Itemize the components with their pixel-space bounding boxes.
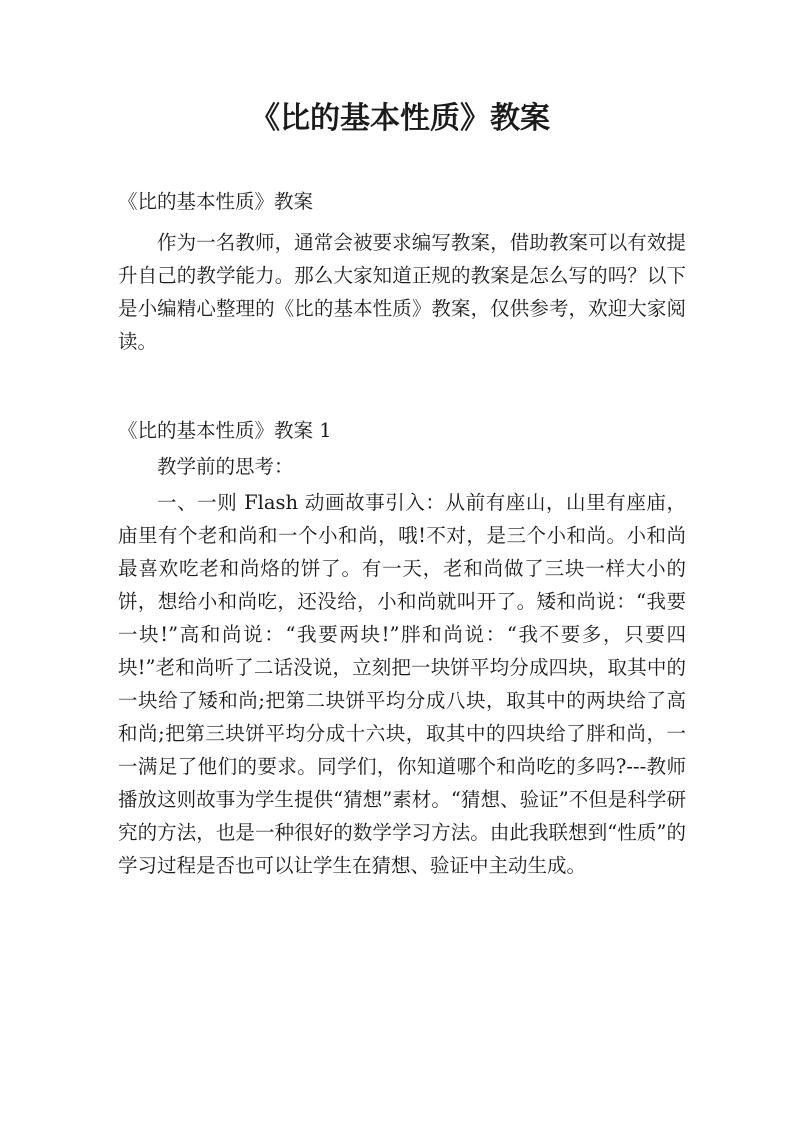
document-title: 《比的基本性质》教案 xyxy=(250,101,550,136)
document-subheading: 《比的基本性质》教案 xyxy=(118,190,314,213)
section-subheading: 教学前的思考： xyxy=(157,455,294,478)
story-paragraph: 一、一则 Flash 动画故事引入：从前有座山，山里有座庙，庙里有个老和尚和一个小和尚，哦!不对，是三个小和尚。小和尚最喜欢吃老和尚烙的饼了。有一天，老和尚做了三块一样大小的饼，想给小和尚吃，还没给，小和尚就叫开了。矮和尚说：“我要一块!”高和尚说：“我要两块!”胖和尚说：“我不要多，只要四块!”老和尚听了二话没说，立刻把一块饼平均分成四块，取其中的一块给了矮和尚;把第二块饼平均分成八块，取其中的两块给了高和尚;把第三块饼平均分成十六块，取其中的四块给了胖和尚，一一满足了他们的要求。同学们，你知道哪个和尚吃的多吗?---教师播放这则故事为学生提供“猜想”素材。“猜想、验证”不但是科学研究的方法，也是一种很好的数学学习方法。由此我联想到“性质”的学习过程是否也可以让学生在猜想、验证中主动生成。 xyxy=(118,491,686,877)
intro-paragraph: 作为一名教师，通常会被要求编写教案，借助教案可以有效提升自己的教学能力。那么大家知道正规的教案是怎么写的吗？以下是小编精心整理的《比的基本性质》教案，仅供参考，欢迎大家阅读。 xyxy=(118,231,686,353)
section-heading: 《比的基本性质》教案 1 xyxy=(118,419,332,442)
